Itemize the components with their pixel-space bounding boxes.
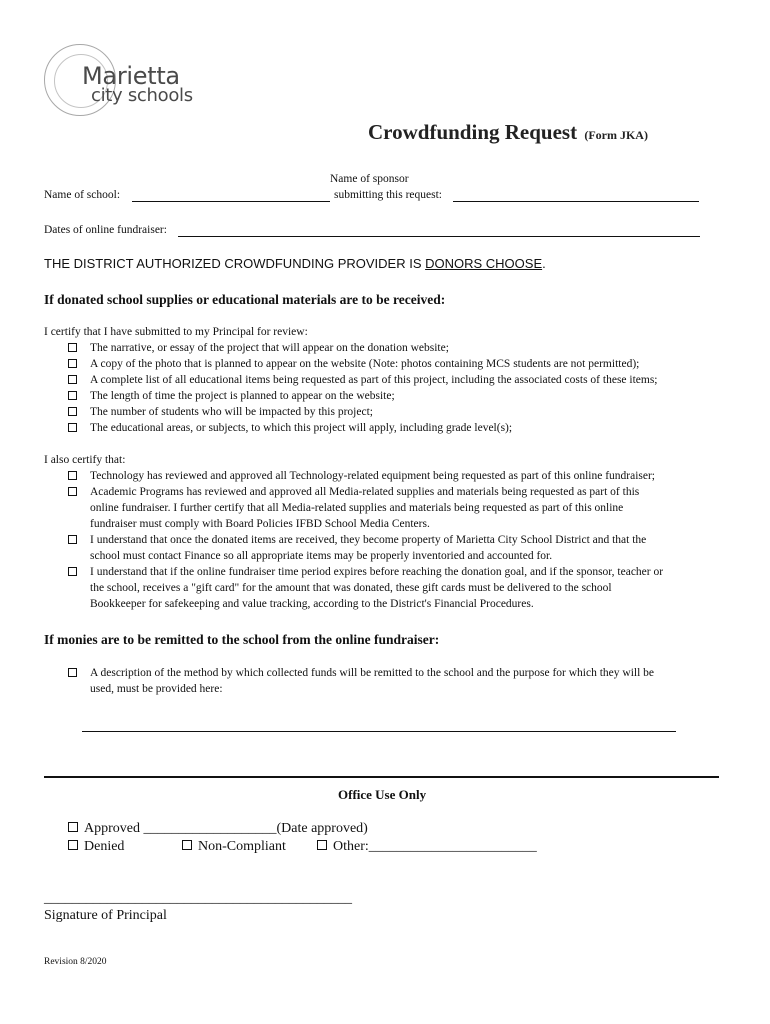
signature-line[interactable]: ____________________________________________ (44, 891, 352, 906)
provider-prefix: THE DISTRICT AUTHORIZED CROWDFUNDING PROVIDER IS (44, 256, 426, 271)
form-id: (Form JKA) (584, 128, 648, 142)
checkbox[interactable] (68, 359, 77, 368)
checkbox[interactable] (68, 822, 78, 832)
school-name-field[interactable] (132, 186, 330, 202)
other-option[interactable]: Other:________________________ (317, 839, 537, 855)
provider-statement (44, 256, 546, 271)
checkbox[interactable] (182, 840, 192, 850)
dates-field[interactable] (178, 221, 700, 237)
checkbox[interactable] (68, 343, 77, 352)
also-certify-intro: I also certify that: (44, 454, 126, 466)
checkbox[interactable] (317, 840, 327, 850)
logo-text-line2: city schools (91, 85, 193, 106)
checkbox[interactable] (68, 423, 77, 432)
page-title (368, 120, 648, 145)
non-compliant-option[interactable]: Non-Compliant (182, 839, 286, 855)
sponsor-name-field[interactable] (453, 186, 699, 202)
checkbox[interactable] (68, 535, 77, 544)
dates-label: Dates of online fundraiser: (44, 224, 167, 236)
checkbox[interactable] (68, 471, 77, 480)
section1-heading: If donated school supplies or educational materials are to be received: (44, 292, 446, 307)
checkbox[interactable] (68, 375, 77, 384)
title-text: Crowdfunding Request (368, 120, 578, 144)
section1-intro: I certify that I have submitted to my Principal for review: (44, 326, 308, 338)
district-logo (42, 44, 232, 118)
provider-suffix: . (542, 256, 546, 271)
checkbox[interactable] (68, 567, 77, 576)
remit-description-field[interactable] (82, 716, 676, 732)
checkbox[interactable] (68, 391, 77, 400)
revision-note: Revision 8/2020 (44, 957, 107, 967)
provider-name: DONORS CHOOSE (425, 256, 543, 271)
section2-heading: If monies are to be remitted to the school from the online fundraiser: (44, 632, 440, 647)
school-label: Name of school: (44, 189, 121, 201)
checkbox[interactable] (68, 668, 77, 677)
checkbox[interactable] (68, 487, 77, 496)
office-use-title: Office Use Only (338, 787, 427, 802)
sponsor-label-line2: submitting this request: (334, 189, 442, 201)
sponsor-label-line1: Name of sponsor (330, 173, 409, 185)
checkbox[interactable] (68, 840, 78, 850)
logo-text-line1: Marietta (82, 62, 180, 90)
denied-option[interactable]: Denied (68, 839, 124, 855)
signature-label: Signature of Principal (44, 908, 167, 923)
section-divider (44, 776, 719, 778)
approved-option[interactable]: Approved ___________________(Date approved) (68, 821, 368, 837)
checkbox[interactable] (68, 407, 77, 416)
